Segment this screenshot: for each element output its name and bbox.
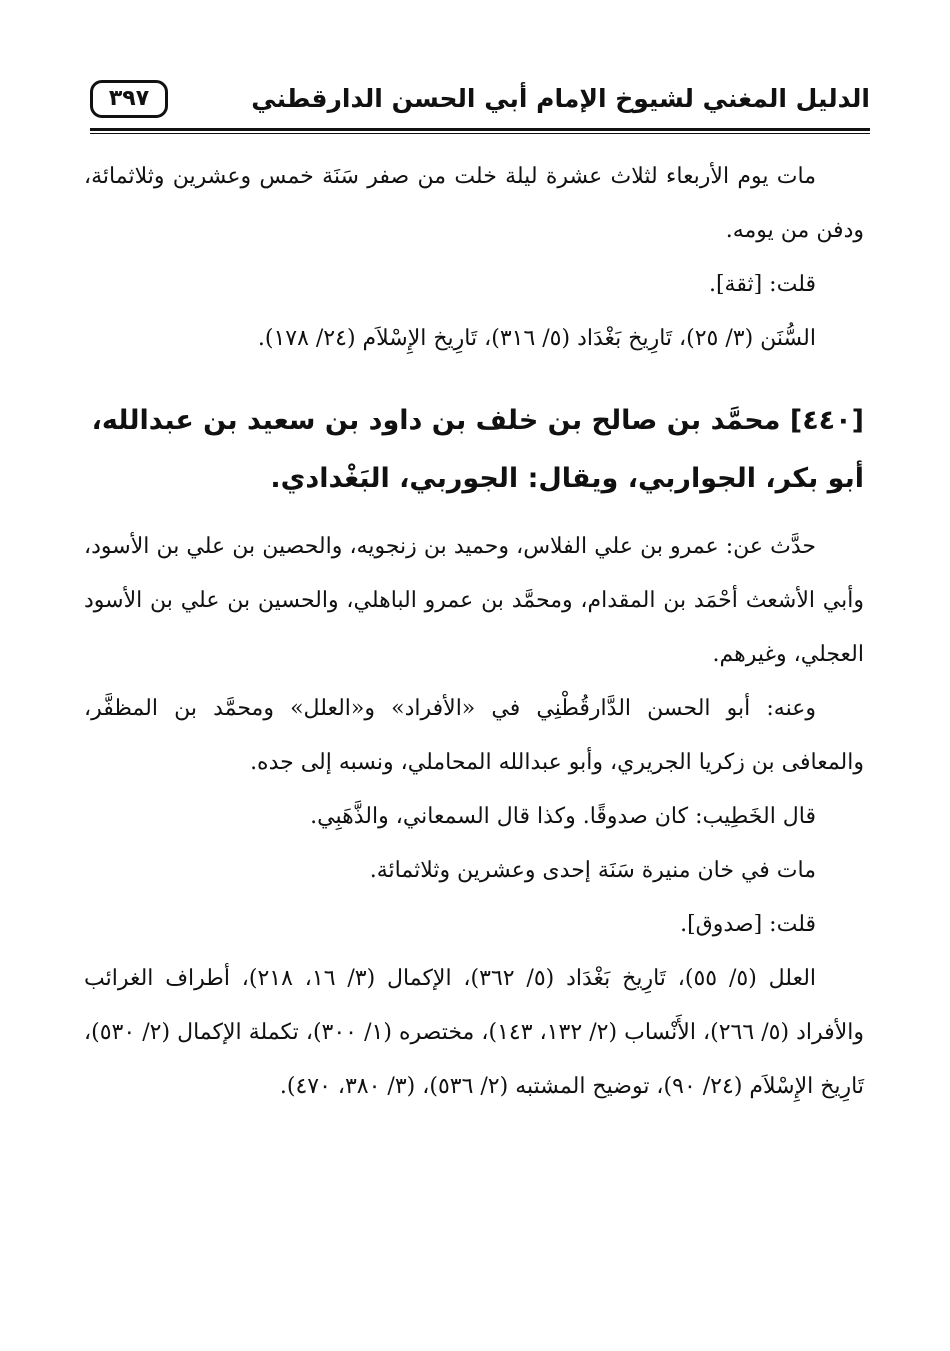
entry-heading: [٤٤٠] محمَّد بن صالح بن خلف بن داود بن سعيد بن عبدالله، أبو بكر، الجواربي، ويقال: الجوربي، البَغْدادي. [91, 405, 864, 494]
running-title: الدليل المغني لشيوخ الإمام أبي الحسن الدارقطني [251, 84, 870, 113]
paragraph-references: العلل (٥/ ٥٥)، تَارِيخ بَغْدَاد (٥/ ٣٦٢)، الإكمال (٣/ ١٦، ٢١٨)، أطراف الغرائب والأفراد (٥/ ٢٦٦)، الأَنْساب (٢/ ١٣٢، ١٤٣)، مختصره (١/ ٣٠٠)، تكملة الإكمال (٢/ ٥٣٠)، تَارِيخ الإِسْلاَم (٢٤/ ٩٠)، توضيح المشتبه (٢/ ٥٣٦)، (٣/ ٣٨٠، ٤٧٠). [84, 966, 864, 1099]
paragraph-sources: السُّنَن (٣/ ٢٥)، تَارِيخ بَغْدَاد (٥/ ٣١٦)، تَارِيخ الإِسْلاَم (٢٤/ ١٧٨). [257, 326, 816, 351]
header-rule [90, 128, 870, 131]
paragraph-narrated-from: حدَّث عن: عمرو بن علي الفلاس، وحميد بن زنجويه، والحصين بن علي بن الأسود، وأبي الأشعث أحْمَد بن المقدام، ومحمَّد بن عمرو الباهلي، والحسين بن علي بن الأسود العجلي، وغيرهم. [84, 534, 864, 667]
paragraph-death-date: مات يوم الأربعاء لثلاث عشرة ليلة خلت من صفر سَنَة خمس وعشرين وثلاثمائة، ودفن من يومه. [84, 164, 864, 243]
paragraph-verdict-2: قلت: [صدوق]. [680, 912, 816, 937]
paragraph-khatib: قال الخَطِيب: كان صدوقًا. وكذا قال السمعاني، والذَّهَبِي. [310, 804, 816, 829]
paragraph-death: مات في خان منيرة سَنَة إحدى وعشرين وثلاثمائة. [369, 858, 816, 883]
page-header [90, 70, 870, 130]
paragraph-narrated-by: وعنه: أبو الحسن الدَّارقُطْنِي في «الأفراد» و«العلل» ومحمَّد بن المظفَّر، والمعافى بن زكريا الجريري، وأبو عبدالله المحاملي، ونسبه إلى جده. [84, 696, 864, 775]
body-text [84, 150, 864, 1114]
header-rule-thin [90, 133, 870, 134]
paragraph-verdict: قلت: [ثقة]. [708, 272, 816, 297]
page-number: ٣٩٧ [90, 80, 168, 118]
